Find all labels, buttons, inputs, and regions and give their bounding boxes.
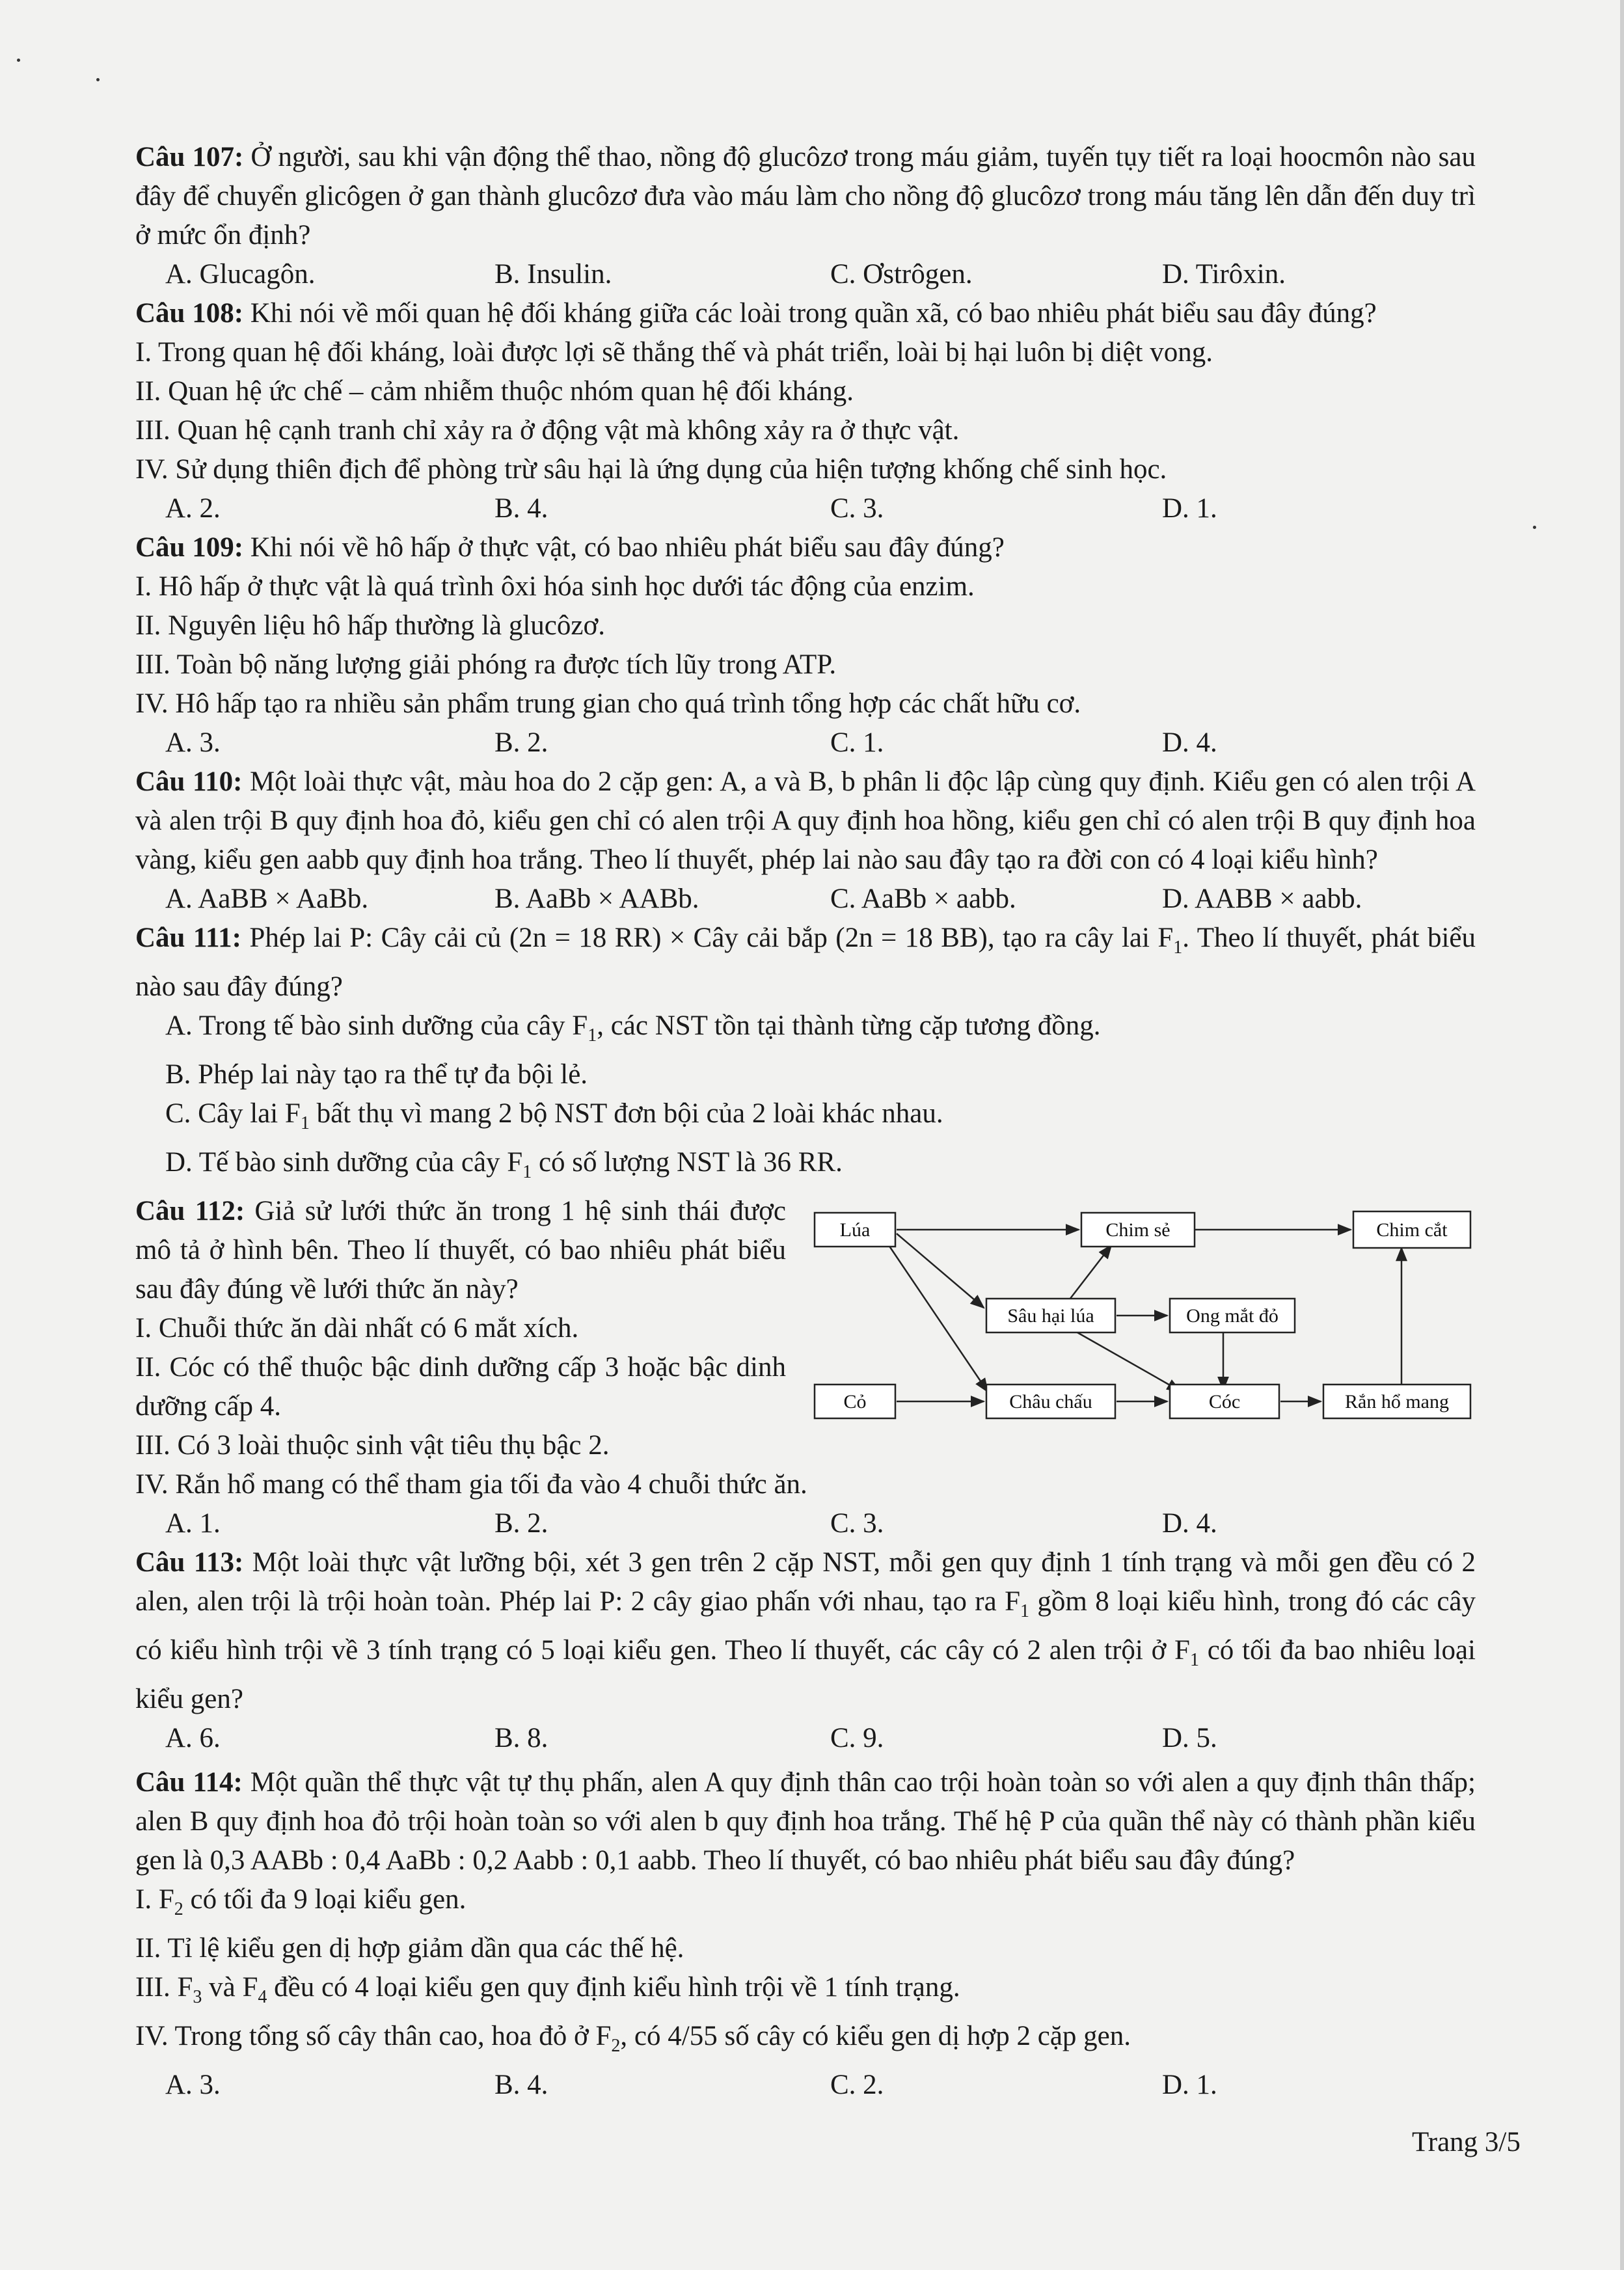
statement: II. Cóc có thể thuộc bậc dinh dưỡng cấp 3 hoặc bậc dinh dưỡng cấp 4. <box>135 1352 786 1422</box>
statement-text: I. F <box>135 1884 174 1915</box>
option-c: C. 1. <box>830 727 884 758</box>
question-label: Câu 111: <box>135 923 241 953</box>
question-110 <box>135 763 1476 880</box>
statement: III. Có 3 loài thuộc sinh vật tiêu thụ bậc 2. <box>135 1430 610 1461</box>
node-label: Cỏ <box>843 1391 867 1412</box>
statement-text: và F <box>202 1972 258 2003</box>
option-b: B. 2. <box>494 1508 548 1539</box>
answer-options <box>135 1719 1476 1758</box>
subscript: 3 <box>193 1987 202 2007</box>
speck <box>96 78 100 81</box>
option-a: A. 2. <box>165 493 221 524</box>
node-label: Lúa <box>839 1219 871 1241</box>
option-c: C. 2. <box>830 2070 884 2100</box>
node-label: Chim sẻ <box>1105 1219 1171 1241</box>
node-label: Rắn hổ mang <box>1345 1391 1449 1412</box>
statement-text: , có 4/55 số cây có kiểu gen dị hợp 2 cặp gen. <box>620 2021 1131 2051</box>
statement: I. Chuỗi thức ăn dài nhất có 6 mắt xích. <box>135 1313 579 1344</box>
answer-options <box>135 489 1476 528</box>
option-text: , các NST tồn tại thành từng cặp tương đồng. <box>597 1010 1101 1041</box>
question-label: Câu 108: <box>135 298 244 329</box>
option-a: A. 1. <box>165 1508 221 1539</box>
question-text: Giả sử lưới thức ăn trong 1 hệ sinh thái được mô tả ở hình bên. Theo lí thuyết, có bao nhiêu phát biểu sau đây đúng về lưới thức ăn này? <box>135 1196 786 1304</box>
statement <box>135 1968 1476 2017</box>
option-d: D. 1. <box>1162 2070 1217 2100</box>
edge-sauhailua-coc <box>1076 1332 1180 1391</box>
statement: I. Hô hấp ở thực vật là quá trình ôxi hóa sinh học dưới tác động của enzim. <box>135 571 975 602</box>
answer-options <box>135 880 1476 919</box>
option-b: B. AaBb × AABb. <box>494 884 699 914</box>
option-c <box>135 1094 1476 1143</box>
page-number: Trang 3/5 <box>1412 2127 1521 2157</box>
subscript: 1 <box>1020 1601 1030 1621</box>
option-c: C. AaBb × aabb. <box>830 884 1016 914</box>
question-label: Câu 107: <box>135 142 244 172</box>
question-112 <box>135 1192 1476 1504</box>
node-chim-cat <box>1353 1211 1470 1248</box>
question-label: Câu 110: <box>135 766 243 797</box>
option-text: D. Tế bào sinh dưỡng của cây F <box>165 1147 523 1178</box>
question-text: Một loài thực vật lưỡng bội, xét 3 gen trên 2 cặp NST, mỗi gen quy định 1 tính trạng và mỗi gen đều có 2 alen, alen trội là trội hoàn toàn. Phép lai P: 2 cây giao phấn với nhau, tạo ra F <box>135 1547 1476 1617</box>
question-text: Ở người, sau khi vận động thể thao, nồng độ glucôzơ trong máu giảm, tuyến tụy tiết ra loại hoocmôn nào sau đây để chuyển glicôgen ở gan thành glucôzơ đưa vào máu làm cho nồng độ glucôzơ trong máu tăng lên dẫn đến duy trì ở mức ổn định? <box>135 142 1476 250</box>
question-text: Một quần thể thực vật tự thụ phấn, alen A quy định thân cao trội hoàn toàn so với alen a quy định thân thấp; alen B quy định hoa đỏ trội hoàn toàn so với alen b quy định hoa trắng. Thế hệ P của quần thể này có thành phần kiểu gen là 0,3 AABb : 0,4 AaBb : 0,2 Aabb : 0,1 aabb. Theo lí thuyết, có bao nhiêu phát biểu sau đây đúng? <box>135 1767 1476 1876</box>
option-d: D. 4. <box>1162 727 1217 758</box>
question-107 <box>135 138 1476 255</box>
answer-options <box>135 255 1476 294</box>
node-lua <box>815 1213 895 1247</box>
node-label: Cóc <box>1208 1391 1241 1412</box>
node-co <box>815 1385 895 1418</box>
node-label: Sâu hại lúa <box>1007 1305 1094 1327</box>
option-b: B. 8. <box>494 1723 548 1753</box>
question-111 <box>135 919 1476 1007</box>
option-c: C. 9. <box>830 1723 884 1753</box>
option-d: D. Tirôxin. <box>1162 259 1286 290</box>
statement: III. Toàn bộ năng lượng giải phóng ra được tích lũy trong ATP. <box>135 649 837 680</box>
question-text: Khi nói về hô hấp ở thực vật, có bao nhiêu phát biểu sau đây đúng? <box>243 532 1005 563</box>
option-d: D. 4. <box>1162 1508 1217 1539</box>
statement: IV. Rắn hổ mang có thể tham gia tối đa vào 4 chuỗi thức ăn. <box>135 1469 807 1500</box>
speck <box>17 59 20 62</box>
node-label: Ong mắt đỏ <box>1186 1305 1279 1327</box>
subscript: 1 <box>588 1025 597 1046</box>
subscript: 1 <box>522 1162 532 1182</box>
question-108 <box>135 294 1476 333</box>
question-text: . Theo lí thuyết, phát biểu nào sau đây đúng? <box>135 923 1476 1002</box>
question-label: Câu 112: <box>135 1196 245 1226</box>
option-d: D. AABB × aabb. <box>1162 884 1362 914</box>
subscript: 1 <box>1173 938 1183 958</box>
statement: II. Nguyên liệu hô hấp thường là glucôzơ. <box>135 610 605 641</box>
question-text: Phép lai P: Cây cải củ (2n = 18 RR) × Cây cải bắp (2n = 18 BB), tạo ra cây lai F <box>241 923 1174 953</box>
statement-text: III. F <box>135 1972 193 2003</box>
option-a: A. Glucagôn. <box>165 259 316 290</box>
edge-lua-sauhailua <box>897 1234 984 1308</box>
question-text: gồm 8 loại kiểu hình, trong đó các cây có kiểu hình trội về 3 tính trạng có 5 loại kiểu gen. Theo lí thuyết, các cây có 2 alen trội ở F <box>135 1586 1476 1666</box>
node-ran-ho-mang <box>1323 1385 1470 1418</box>
option-text: A. Trong tế bào sinh dưỡng của cây F <box>165 1010 588 1041</box>
question-text: Một loài thực vật, màu hoa do 2 cặp gen: A, a và B, b phân li độc lập cùng quy định. Kiểu gen có alen trội A và alen trội B quy định hoa đỏ, kiểu gen chỉ có alen trội A quy định hoa hồng, kiểu gen chỉ có alen trội B quy định hoa vàng, kiểu gen aabb quy định hoa trắng. Theo lí thuyết, phép lai nào sau đây tạo ra đời con có 4 loại kiểu hình? <box>135 766 1476 875</box>
statement: II. Tỉ lệ kiểu gen dị hợp giảm dần qua các thế hệ. <box>135 1933 684 1964</box>
statement: IV. Sử dụng thiên địch để phòng trừ sâu hại là ứng dụng của hiện tượng khống chế sinh học. <box>135 454 1167 485</box>
statement: IV. Hô hấp tạo ra nhiều sản phẩm trung gian cho quá trình tổng hợp các chất hữu cơ. <box>135 688 1081 719</box>
question-label: Câu 114: <box>135 1767 243 1798</box>
option-b: B. 4. <box>494 2070 548 2100</box>
question-114 <box>135 1763 1476 1880</box>
answer-options <box>135 2066 1476 2105</box>
option-b: B. 4. <box>494 493 548 524</box>
statement-text: đều có 4 loại kiểu gen quy định kiểu hình trội về 1 tính trạng. <box>267 1972 960 2003</box>
subscript: 2 <box>611 2036 621 2056</box>
option-a: A. 3. <box>165 727 221 758</box>
answer-options <box>135 723 1476 763</box>
subscript: 4 <box>258 1987 267 2007</box>
statement: I. Trong quan hệ đối kháng, loài được lợi sẽ thắng thế và phát triển, loài bị hại luôn bị diệt vong. <box>135 337 1213 368</box>
option-a: A. 6. <box>165 1723 221 1753</box>
node-ong-mat-do <box>1170 1299 1295 1332</box>
option-b: B. Phép lai này tạo ra thể tự đa bội lẻ. <box>165 1059 588 1090</box>
statement <box>135 1880 1476 1929</box>
statement-text: IV. Trong tổng số cây thân cao, hoa đỏ ở F <box>135 2021 612 2051</box>
option-d: D. 5. <box>1162 1723 1217 1753</box>
option-d <box>135 1143 1476 1192</box>
subscript: 1 <box>1189 1650 1199 1670</box>
node-sau-hai-lua <box>986 1299 1115 1332</box>
node-chau-chau <box>986 1385 1115 1418</box>
question-text: Khi nói về mối quan hệ đối kháng giữa các loài trong quần xã, có bao nhiêu phát biểu sau đây đúng? <box>243 298 1377 329</box>
node-chim-se <box>1081 1213 1195 1247</box>
question-109 <box>135 528 1476 567</box>
question-label: Câu 113: <box>135 1547 244 1578</box>
statement: III. Quan hệ cạnh tranh chỉ xảy ra ở động vật mà không xảy ra ở thực vật. <box>135 415 960 446</box>
exam-content <box>135 138 1476 2105</box>
option-b: B. Insulin. <box>494 259 612 290</box>
option-text: C. Cây lai F <box>165 1098 301 1129</box>
option-a <box>135 1007 1476 1055</box>
node-label: Chim cắt <box>1376 1219 1448 1241</box>
question-113 <box>135 1543 1476 1719</box>
scan-edge <box>1620 0 1624 2270</box>
edge-sauhailua-chimse <box>1070 1245 1111 1299</box>
food-web-diagram <box>812 1208 1476 1422</box>
option-b: B. 2. <box>494 727 548 758</box>
option-c: C. 3. <box>830 1508 884 1539</box>
option-text: có số lượng NST là 36 RR. <box>532 1147 843 1178</box>
statement: II. Quan hệ ức chế – cảm nhiễm thuộc nhóm quan hệ đối kháng. <box>135 376 854 407</box>
question-label: Câu 109: <box>135 532 244 563</box>
option-text: bất thụ vì mang 2 bộ NST đơn bội của 2 loài khác nhau. <box>309 1098 943 1129</box>
node-coc <box>1170 1385 1279 1418</box>
answer-options <box>135 1504 1476 1543</box>
statement <box>135 2017 1476 2066</box>
question-stem <box>135 1192 786 1309</box>
speck <box>1533 526 1536 529</box>
option-c: C. 3. <box>830 493 884 524</box>
option-a: A. AaBB × AaBb. <box>165 884 369 914</box>
subscript: 1 <box>300 1113 310 1133</box>
question-text: có tối đa bao nhiêu loại kiểu gen? <box>135 1635 1476 1714</box>
option-a: A. 3. <box>165 2070 221 2100</box>
option-d: D. 1. <box>1162 493 1217 524</box>
statement-text: có tối đa 9 loại kiểu gen. <box>183 1884 467 1915</box>
edge-lua-chauchau <box>889 1245 988 1392</box>
question-112-text-block <box>135 1192 786 1426</box>
node-label: Châu chấu <box>1009 1391 1092 1412</box>
subscript: 2 <box>174 1899 183 1919</box>
option-c: C. Ơstrôgen. <box>830 259 973 290</box>
